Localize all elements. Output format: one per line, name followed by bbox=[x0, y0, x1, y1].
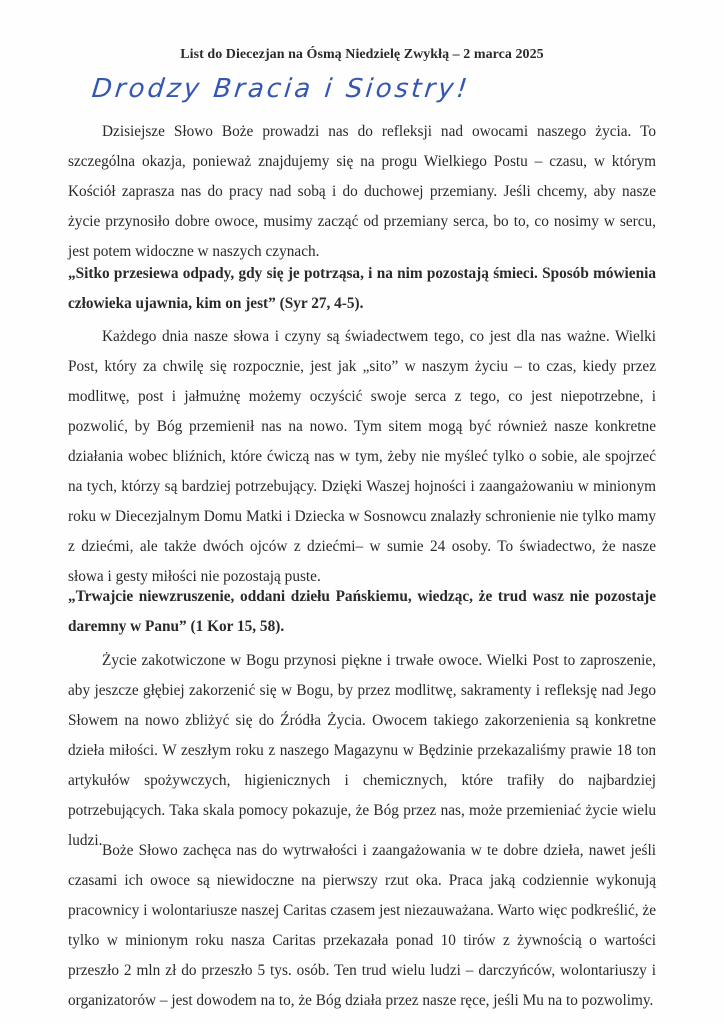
handwritten-salutation: Drodzy Bracia i Siostry! bbox=[90, 74, 472, 104]
scripture-quote-sirach bbox=[68, 259, 656, 319]
paragraph-text: Dzisiejsze Słowo Boże prowadzi nas do refleksji nad owocami naszego życia. To szczególna okazja, ponieważ znajdujemy się na progu Wielkiego Postu – czasu, w którym Kościół zaprasza nas do pracy nad sobą i do duchowej przemiany. Jeśli chcemy, aby nasze życie przynosiło dobre owoce, musimy zacząć od przemiany serca, bo to, co nosimy w sercu, jest potem widoczne w naszych czynach. bbox=[68, 123, 656, 260]
paragraph-perseverance bbox=[68, 836, 656, 1016]
paragraph-rooted-life bbox=[68, 646, 656, 856]
paragraph-text: Każdego dnia nasze słowa i czyny są świadectwem tego, co jest dla nas ważne. Wielki Post, który za chwilę się rozpocznie, jest jak „sito” w naszym życiu – to czas, kiedy przez modlitwę, post i jałmużnę możemy oczyścić swoje serca z tego, co jest niepotrzebne, i pozwolić, by Bóg przemienił nas na nowo. Tym sitem mogą być również nasze konkretne działania wobec bliźnich, które ćwiczą nas w tym, żeby nie myśleć tylko o sobie, ale spojrzeć na tych, którzy są bardziej potrzebujący. Dzięki Waszej hojności i zaangażowaniu w minionym roku w Diecezjalnym Domu Matki i Dziecka w Sosnowcu znalazły schronienie nie tylko mamy z dziećmi, ale także dwóch ojców z dziećmi– w sumie 24 osoby. To świadectwo, że nasze słowa i gesty miłości nie pozostają puste. bbox=[68, 328, 656, 585]
paragraph-sieve bbox=[68, 322, 656, 592]
scripture-quote-corinthians bbox=[68, 582, 656, 642]
quote-text: „Trwajcie niewzruszenie, oddani dziełu Pańskiemu, wiedząc, że trud wasz nie pozostaje daremny w Panu” (1 Kor 15, 58). bbox=[68, 588, 656, 635]
quote-text: „Sitko przesiewa odpady, gdy się je potrząsa, i na nim pozostają śmieci. Sposób mówienia człowieka ujawnia, kim on jest” (Syr 27, 4-5). bbox=[68, 265, 656, 312]
letter-title: List do Diecezjan na Ósmą Niedzielę Zwykłą – 2 marca 2025 bbox=[180, 47, 544, 62]
paragraph-text: Życie zakotwiczone w Bogu przynosi piękne i trwałe owoce. Wielki Post to zaproszenie, aby jeszcze głębiej zakorzenić się w Bogu, by przez modlitwę, sakramenty i refleksję nad Jego Słowem na nowo zbliżyć się do Źródła Życia. Owocem takiego zakorzenienia są konkretne dzieła miłości. W zeszłym roku z naszego Magazynu w Będzinie przekazaliśmy prawie 18 ton artykułów spożywczych, higienicznych i chemicznych, które trafiły do najbardziej potrzebujących. Taka skala pomocy pokazuje, że Bóg przez nas, może przemieniać życie wielu ludzi. bbox=[68, 652, 656, 849]
paragraph-intro bbox=[68, 117, 656, 267]
paragraph-text: Boże Słowo zachęca nas do wytrwałości i zaangażowania w te dobre dzieła, nawet jeśli czasami ich owoce są niewidoczne na pierwszy rzut oka. Praca jaką codziennie wykonują pracownicy i wolontariusze naszej Caritas czasem jest niezauważana. Warto więc podkreślić, że tylko w minionym roku nasza Caritas przekazała ponad 10 tirów z żywnością o wartości przeszło 2 mln zł do przeszło 5 tys. osób. Ten trud wielu ludzi – darczyńców, wolontariuszy i organizatorów – jest dowodem na to, że Bóg działa przez nasze ręce, jeśli Mu na to pozwolimy. bbox=[68, 842, 656, 1009]
